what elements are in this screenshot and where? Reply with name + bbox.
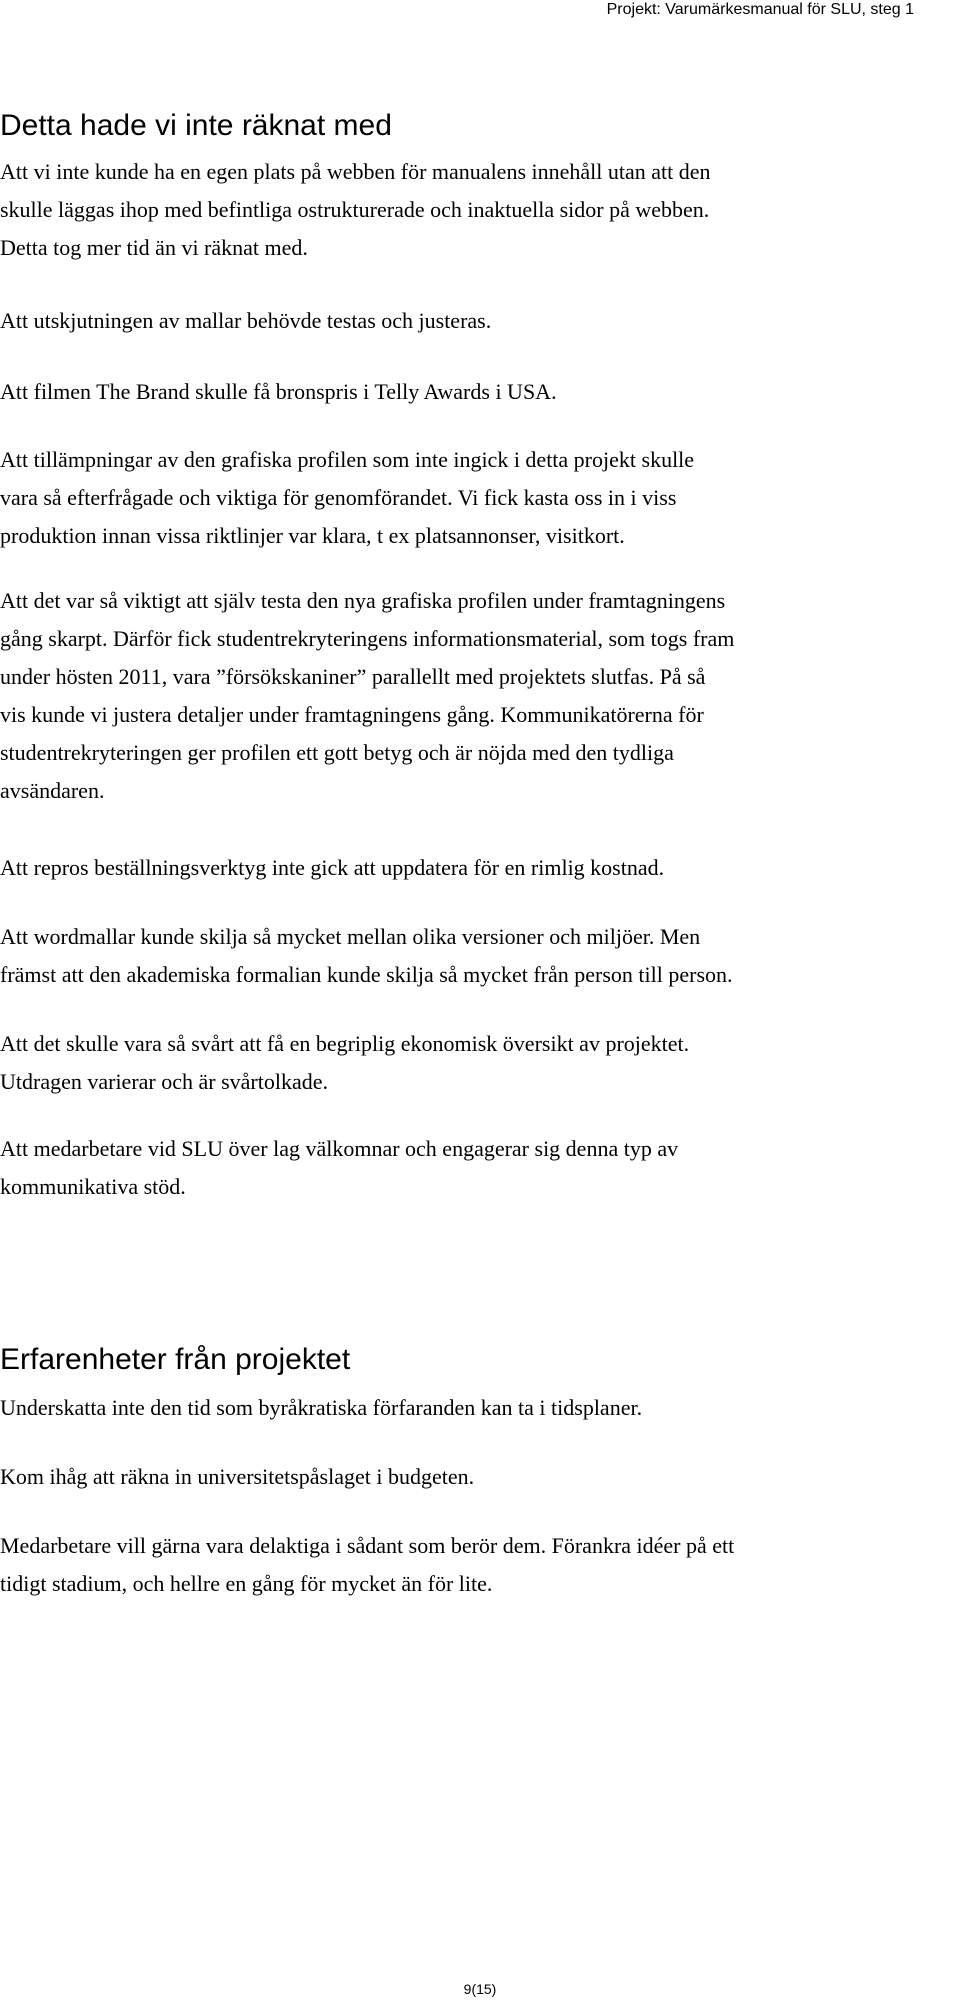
paragraph <box>0 302 958 340</box>
paragraph-line: Kom ihåg att räkna in universitetspåslaget i budgeten. <box>0 1464 475 1489</box>
section-heading: Detta hade vi inte räknat med <box>0 109 392 142</box>
paragraph-line: Att repros beställningsverktyg inte gick att uppdatera för en rimlig kostnad. <box>0 855 665 880</box>
section-heading: Erfarenheter från projektet <box>0 1343 351 1376</box>
paragraph-line: Underskatta inte den tid som byråkratiska förfaranden kan ta i tidsplaner. <box>0 1395 643 1420</box>
paragraph-line: skulle läggas ihop med befintliga ostrukturerade och inaktuella sidor på webben. <box>0 197 710 222</box>
paragraph-line: Att utskjutningen av mallar behövde testas och justeras. <box>0 308 492 333</box>
paragraph <box>0 153 958 267</box>
paragraph-line: Att tillämpningar av den grafiska profilen som inte ingick i detta projekt skulle <box>0 447 695 472</box>
paragraph-line: tidigt stadium, och hellre en gång för mycket än för lite. <box>0 1571 493 1596</box>
paragraph-line: avsändaren. <box>0 778 105 803</box>
paragraph <box>0 373 958 411</box>
paragraph-line: Att medarbetare vid SLU över lag välkomnar och engagerar sig denna typ av <box>0 1136 679 1161</box>
paragraph <box>0 1389 958 1427</box>
paragraph-line: gång skarpt. Därför fick studentrekryteringens informationsmaterial, som togs fram <box>0 626 735 651</box>
paragraph-line: Att det var så viktigt att själv testa den nya grafiska profilen under framtagningens <box>0 588 726 613</box>
paragraph <box>0 918 958 994</box>
paragraph-line: Att det skulle vara så svårt att få en begriplig ekonomisk översikt av projektet. <box>0 1031 690 1056</box>
paragraph-line: under hösten 2011, vara ”försökskaniner” parallellt med projektets slutfas. På så <box>0 664 706 689</box>
paragraph-line: vara så efterfrågade och viktiga för genomförandet. Vi fick kasta oss in i viss <box>0 485 677 510</box>
paragraph-line: Detta tog mer tid än vi räknat med. <box>0 235 308 260</box>
paragraph-line: Utdragen varierar och är svårtolkade. <box>0 1069 329 1094</box>
paragraph <box>0 1458 958 1496</box>
paragraph <box>0 849 958 887</box>
paragraph <box>0 1025 958 1101</box>
paragraph-line: Medarbetare vill gärna vara delaktiga i sådant som berör dem. Förankra idéer på ett <box>0 1533 735 1558</box>
paragraph-line: Att wordmallar kunde skilja så mycket mellan olika versioner och miljöer. Men <box>0 924 701 949</box>
paragraph-line: produktion innan vissa riktlinjer var klara, t ex platsannonser, visitkort. <box>0 523 625 548</box>
paragraph-line: Att filmen The Brand skulle få bronspris i Telly Awards i USA. <box>0 379 557 404</box>
paragraph <box>0 1527 958 1603</box>
paragraph-line: Att vi inte kunde ha en egen plats på webben för manualens innehåll utan att den <box>0 159 711 184</box>
paragraph-line: främst att den akademiska formalian kunde skilja så mycket från person till person. <box>0 962 733 987</box>
paragraph <box>0 1130 958 1206</box>
page-number: 9(15) <box>463 1981 497 1997</box>
paragraph-line: kommunikativa stöd. <box>0 1174 186 1199</box>
paragraph <box>0 441 958 555</box>
paragraph-line: vis kunde vi justera detaljer under framtagningens gång. Kommunikatörerna för <box>0 702 704 727</box>
paragraph <box>0 582 958 810</box>
running-header: Projekt: Varumärkesmanual för SLU, steg 1 <box>606 1 914 18</box>
paragraph-line: studentrekryteringen ger profilen ett gott betyg och är nöjda med den tydliga <box>0 740 674 765</box>
